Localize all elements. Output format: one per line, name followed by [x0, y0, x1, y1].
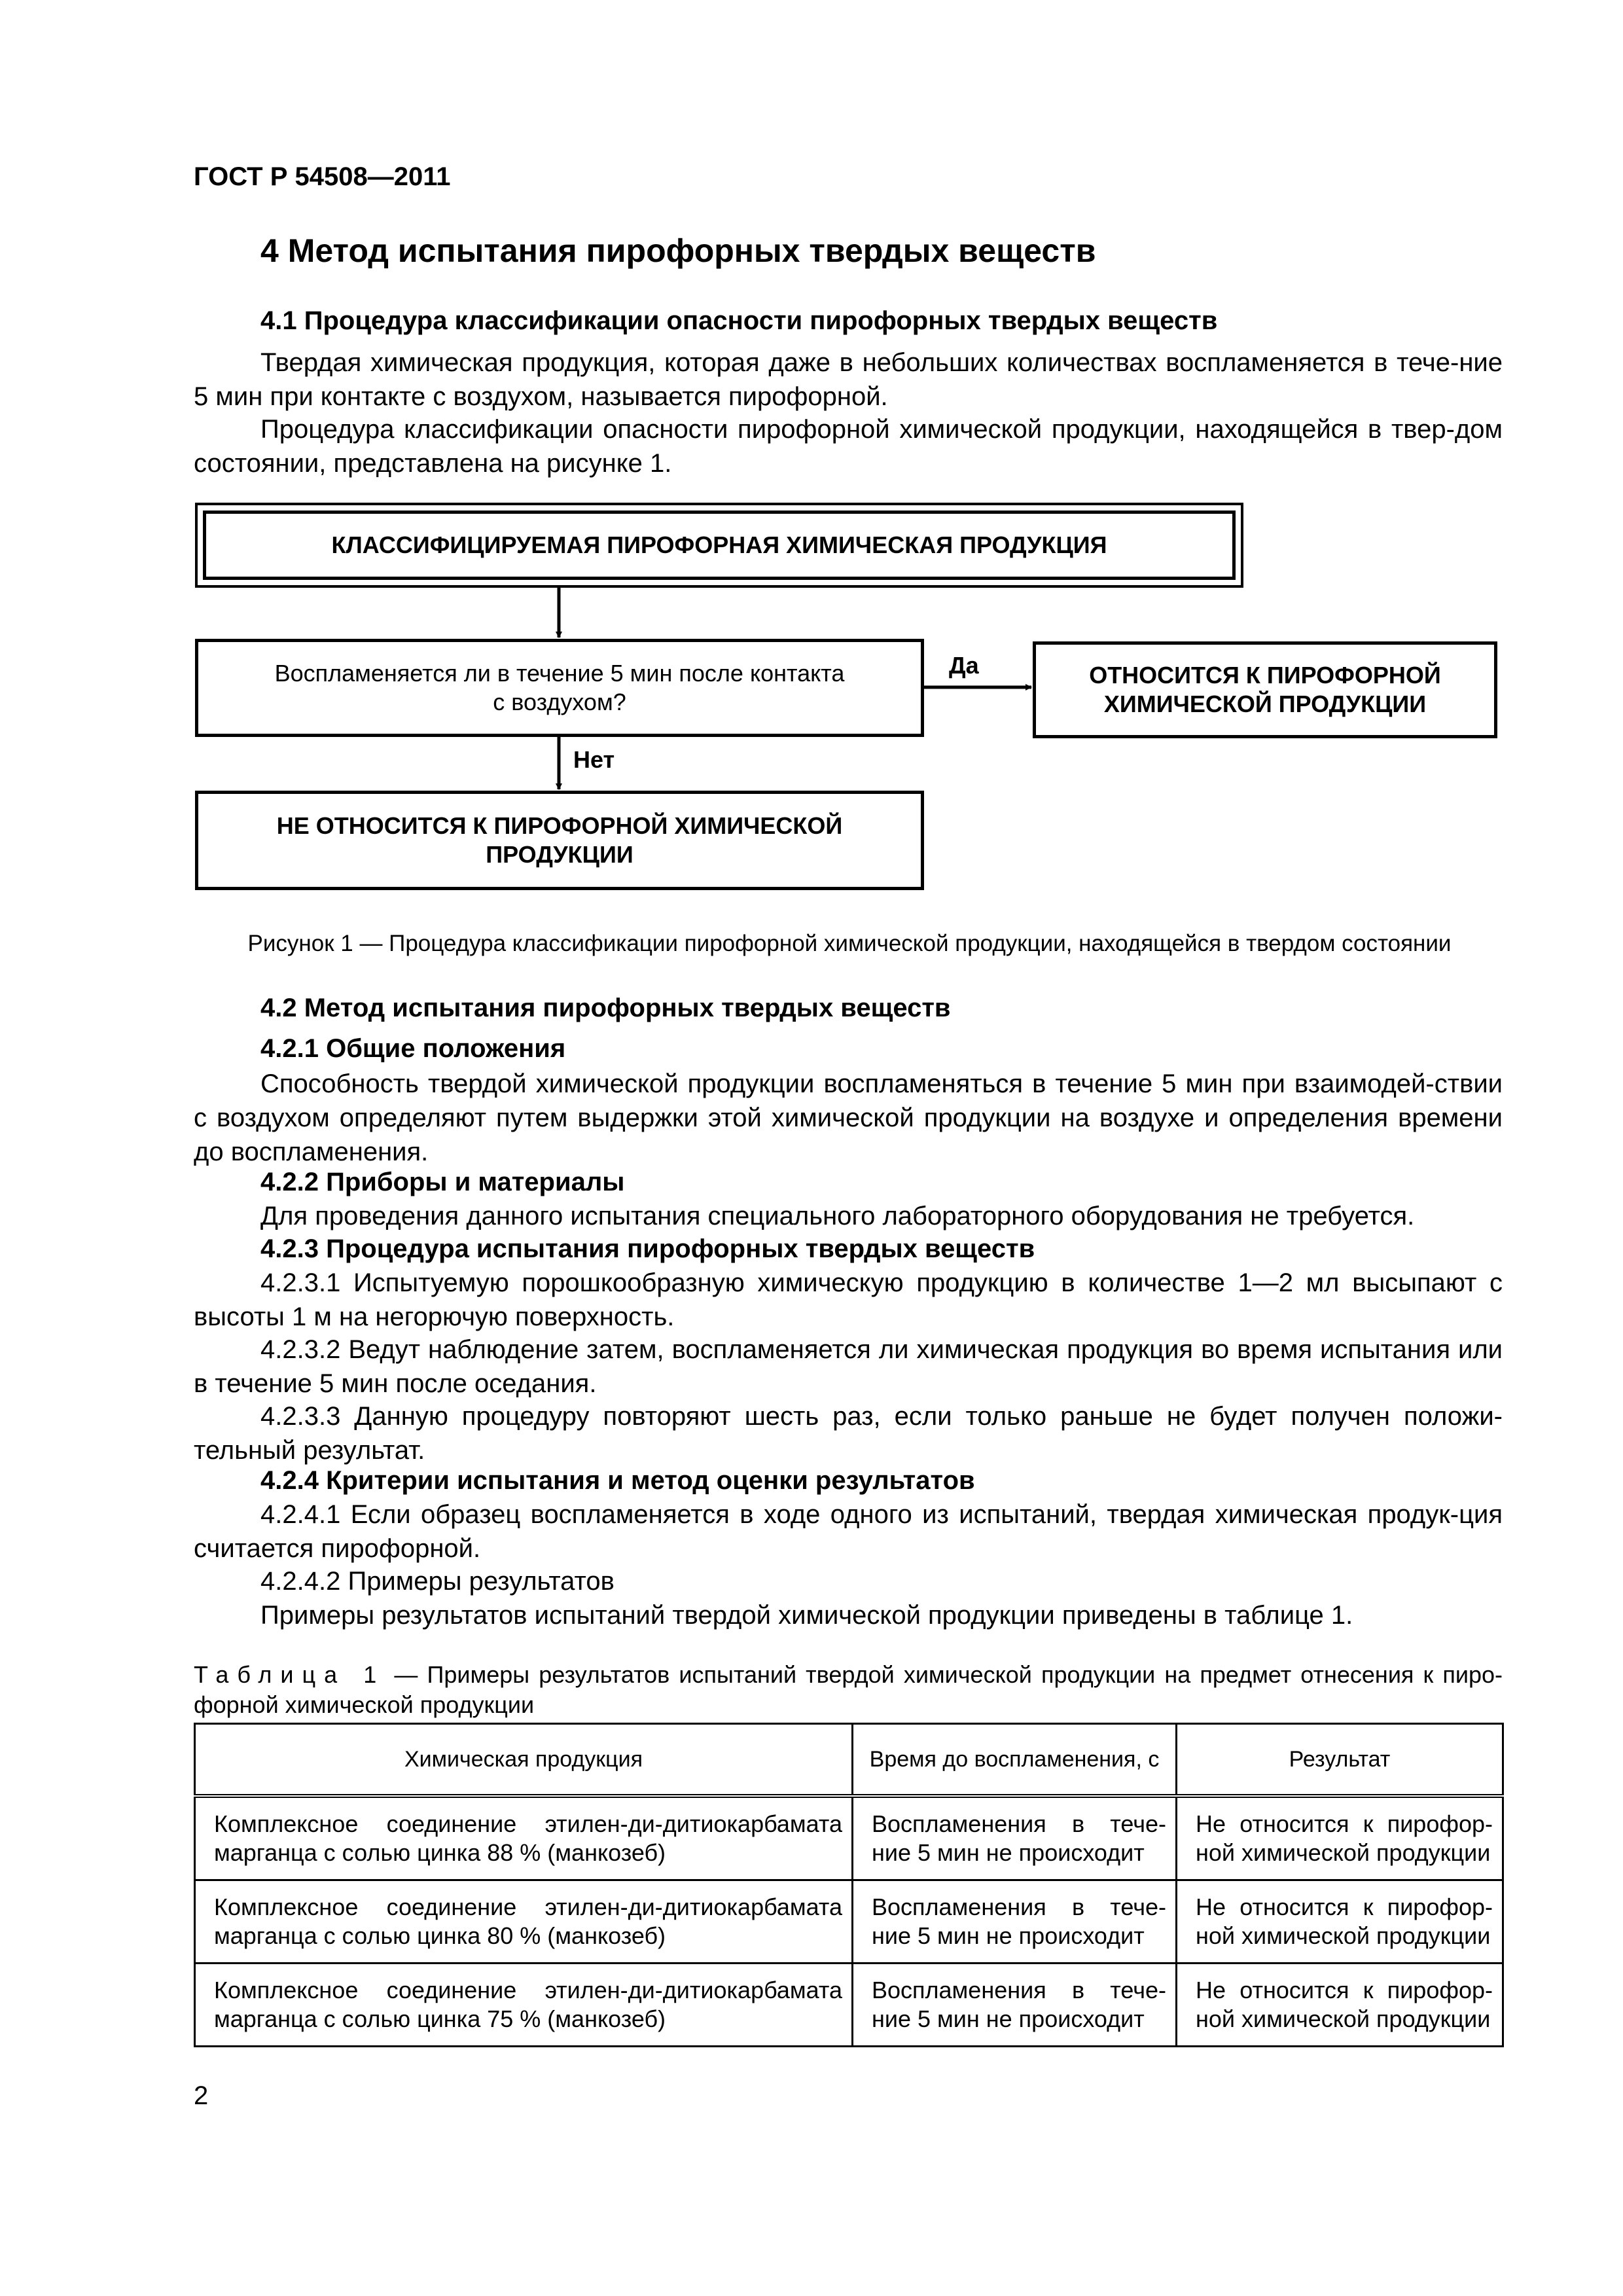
flow-box-pyrophoric-text: ОТНОСИТСЯ К ПИРОФОРНОЙ ХИМИЧЕСКОЙ ПРОДУКЦИИ — [1089, 662, 1441, 717]
section-4-2-4-2-text: 4.2.4.2 Примеры результатов — [260, 1567, 615, 1596]
table-header-product: Химическая продукция — [195, 1724, 853, 1797]
figure-1-caption: Рисунок 1 — Процедура классификации пирофорной химической продукции, находящейся в твердом состоянии — [247, 931, 1452, 956]
section-4-2-1-title: 4.2.1 Общие положения — [260, 1034, 566, 1063]
table-cell-result: Не относится к пирофор-ной химической продукции — [1177, 1796, 1503, 1880]
section-4-2-3-2-text: 4.2.3.2 Ведут наблюдение затем, воспламеняется ли химическая продукция во время испытания или в течение 5 мин после оседания. — [194, 1335, 1503, 1398]
section-4-2-2-title: 4.2.2 Приборы и материалы — [260, 1168, 625, 1196]
table-cell-product: Комплексное соединение этилен-ди-дитиокарбамата марганца с солью цинка 75 % (манкозеб) — [195, 1964, 853, 2047]
table-header-ignition-time: Время до воспламенения, с — [853, 1724, 1177, 1797]
section-4-1-title: 4.1 Процедура классификации опасности пирофорных твердых веществ — [260, 306, 1218, 335]
table-cell-ignition-time: Воспламенения в тече-ние 5 мин не происходит — [853, 1964, 1177, 2047]
section-4-2-3-3-text: 4.2.3.3 Данную процедуру повторяют шесть раз, если только раньше не будет получен положи-тельный результат. — [194, 1402, 1503, 1465]
section-4-2-4-1-text: 4.2.4.1 Если образец воспламеняется в ходе одного из испытаний, твердая химическая продук-ция считается пирофорной. — [194, 1500, 1503, 1563]
flow-box-not-pyrophoric-text: НЕ ОТНОСИТСЯ К ПИРОФОРНОЙ ХИМИЧЕСКОЙ ПРОДУКЦИИ — [276, 812, 843, 868]
section-4-title: 4 Метод испытания пирофорных твердых веществ — [260, 232, 1096, 269]
section-4-1-paragraph-1: Твердая химическая продукция, которая даже в небольших количествах воспламеняется в тече-ние 5 мин при контакте с воздухом, называется пирофорной. — [194, 348, 1503, 411]
table-cell-ignition-time: Воспламенения в тече-ние 5 мин не происходит — [853, 1796, 1177, 1880]
table-row — [195, 1880, 1503, 1964]
table-cell-ignition-time: Воспламенения в тече-ние 5 мин не происходит — [853, 1880, 1177, 1964]
section-4-2-4-2-description: Примеры результатов испытаний твердой химической продукции приведены в таблице 1. — [260, 1601, 1353, 1630]
flow-box-classified-product-text: КЛАССИФИЦИРУЕМАЯ ПИРОФОРНАЯ ХИМИЧЕСКАЯ ПРОДУКЦИЯ — [331, 531, 1107, 558]
table-row — [195, 1964, 1503, 2047]
section-4-1-paragraph-2: Процедура классификации опасности пирофорной химической продукции, находящейся в твер-дом состоянии, представлена на рисунке 1. — [194, 415, 1503, 478]
section-4-2-title: 4.2 Метод испытания пирофорных твердых веществ — [260, 994, 951, 1022]
section-4-2-4-title: 4.2.4 Критерии испытания и метод оценки результатов — [260, 1466, 975, 1495]
page-number: 2 — [194, 2081, 209, 2110]
table-header-row — [195, 1724, 1503, 1797]
flow-arrows — [0, 0, 1623, 916]
table-cell-result: Не относится к пирофор-ной химической продукции — [1177, 1964, 1503, 2047]
table-cell-result: Не относится к пирофор-ной химической продукции — [1177, 1880, 1503, 1964]
table-cell-product: Комплексное соединение этилен-ди-дитиокарбамата марганца с солью цинка 88 % (манкозеб) — [195, 1796, 853, 1880]
table-1-caption-text: — Примеры результатов испытаний твердой химической продукции на предмет отнесения к пиро-форной химической продукции — [194, 1661, 1503, 1718]
table-1 — [194, 1723, 1504, 2047]
section-4-2-3-1-text: 4.2.3.1 Испытуемую порошкообразную химическую продукцию в количестве 1—2 мл высыпают с высоты 1 м на негорючую поверхность. — [194, 1268, 1503, 1331]
table-cell-product: Комплексное соединение этилен-ди-дитиокарбамата марганца с солью цинка 80 % (манкозеб) — [195, 1880, 853, 1964]
flow-label-no: Нет — [573, 746, 615, 773]
section-4-2-2-text: Для проведения данного испытания специального лабораторного оборудования не требуется. — [260, 1202, 1415, 1230]
section-4-2-1-text: Способность твердой химической продукции воспламеняться в течение 5 мин при взаимодей-ствии с воздухом определяют путем выдержки этой химической продукции на воздухе и определения времени до воспламенения. — [194, 1069, 1503, 1166]
table-header-result: Результат — [1177, 1724, 1503, 1797]
table-row — [195, 1796, 1503, 1880]
table-1-caption — [194, 1660, 1503, 1720]
flow-label-yes: Да — [949, 652, 979, 679]
section-4-2-3-title: 4.2.3 Процедура испытания пирофорных твердых веществ — [260, 1234, 1035, 1263]
document-header: ГОСТ Р 54508—2011 — [194, 162, 451, 191]
flow-box-question-text: Воспламеняется ли в течение 5 мин после контакта с воздухом? — [274, 660, 845, 715]
table-1-label: Таблица 1 — [194, 1661, 385, 1688]
